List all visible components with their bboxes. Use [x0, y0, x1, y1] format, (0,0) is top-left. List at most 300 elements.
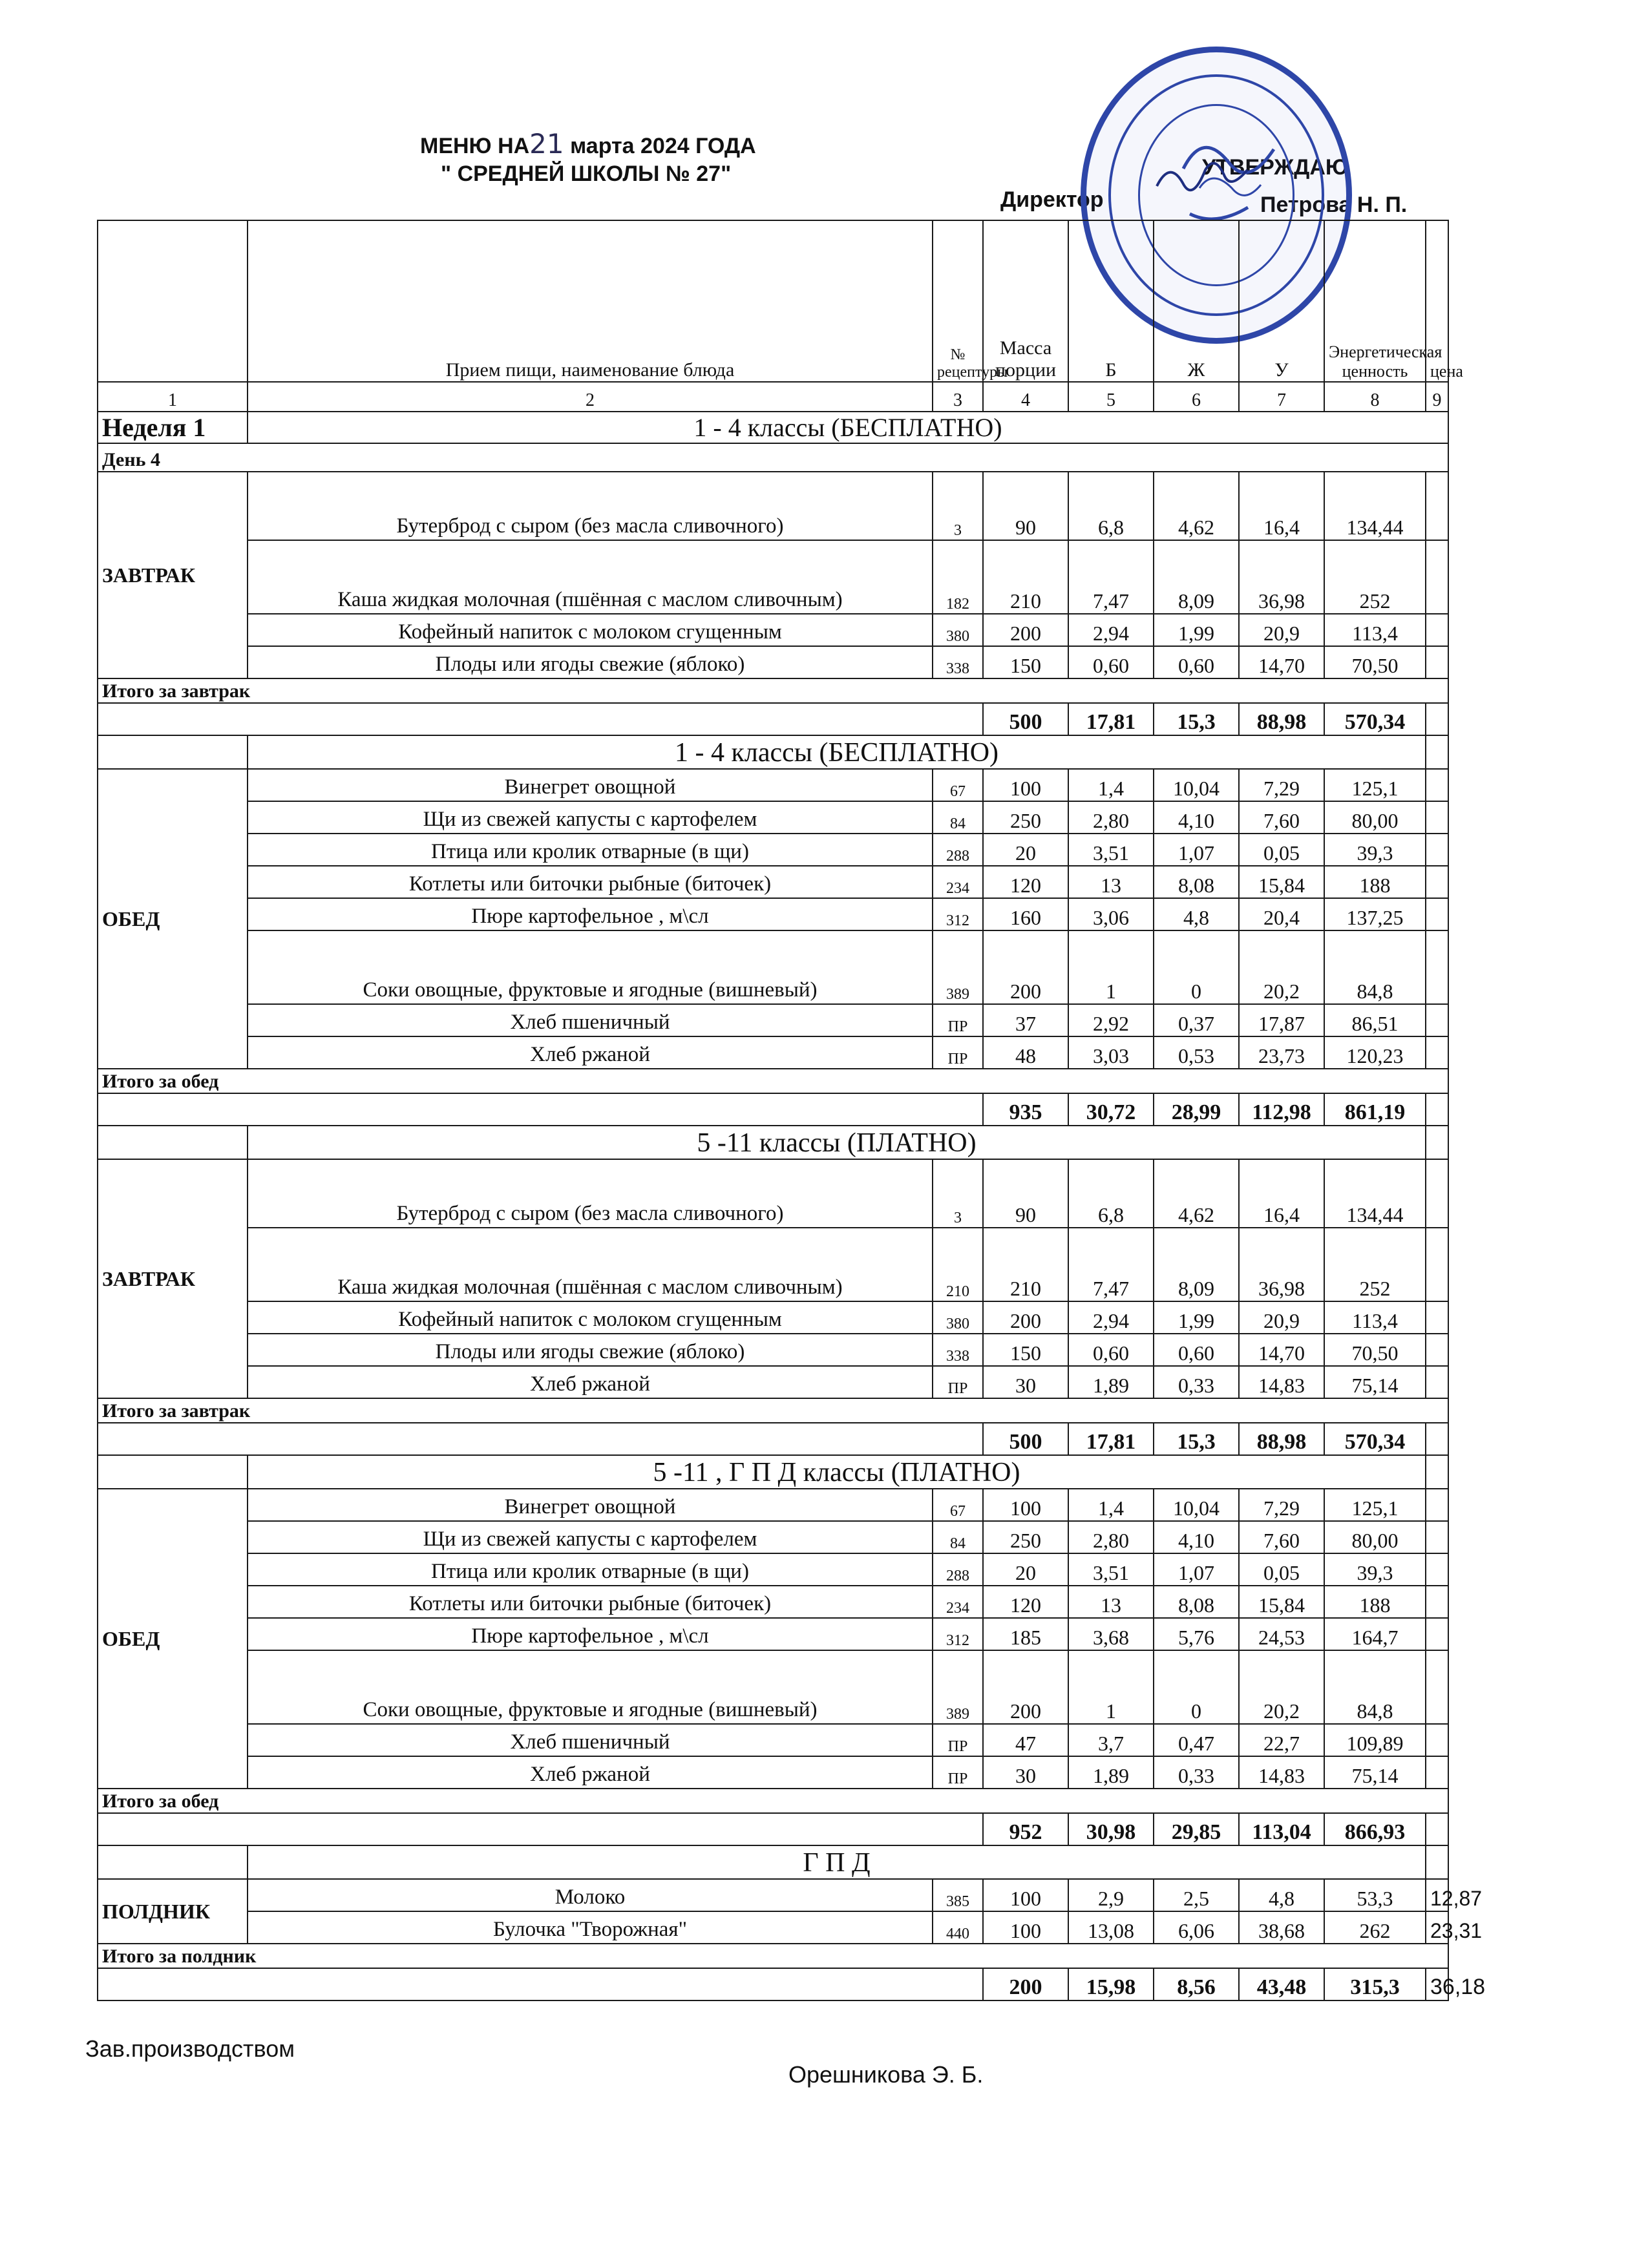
protein-value: 2,92: [1068, 1004, 1154, 1036]
price-cell: 12,87: [1426, 1879, 1448, 1911]
portion-mass: 37: [983, 1004, 1068, 1036]
carb-value: 20,9: [1239, 614, 1324, 646]
col-num: 3: [933, 382, 983, 412]
total-label: Итого за завтрак: [98, 1398, 1448, 1423]
dish-name: Щи из свежей капусты с картофелем: [248, 801, 933, 834]
section-title: 1 - 4 классы (БЕСПЛАТНО): [248, 412, 1448, 443]
protein-value: 7,47: [1068, 1228, 1154, 1301]
carb-value: 4,8: [1239, 1879, 1324, 1911]
fat-value: 8,09: [1154, 540, 1239, 614]
fat-value: 8,08: [1154, 1586, 1239, 1618]
energy-value: 113,4: [1324, 1301, 1426, 1334]
section-title: Г П Д: [248, 1845, 1426, 1879]
portion-mass: 90: [983, 472, 1068, 540]
protein-value: 2,94: [1068, 1301, 1154, 1334]
production-manager-label: Зав.производством: [85, 2035, 295, 2062]
fat-value: 4,10: [1154, 1521, 1239, 1553]
col-num: 4: [983, 382, 1068, 412]
director-label: Директор: [1000, 187, 1104, 212]
recipe-number: ПР: [933, 1756, 983, 1789]
protein-value: 2,94: [1068, 614, 1154, 646]
protein-value: 13: [1068, 1586, 1154, 1618]
dish-name: Пюре картофельное , м\сл: [248, 1618, 933, 1650]
protein-value: 0,60: [1068, 1334, 1154, 1366]
price-cell: [1426, 769, 1448, 801]
total-values-row: [98, 1093, 1448, 1126]
carb-value: 0,05: [1239, 1553, 1324, 1586]
carb-value: 7,60: [1239, 801, 1324, 834]
energy-value: 134,44: [1324, 472, 1426, 540]
column-number-row: [98, 382, 1448, 412]
carb-value: 20,9: [1239, 1301, 1324, 1334]
fat-value: 4,62: [1154, 472, 1239, 540]
total-carb: 88,98: [1239, 703, 1324, 735]
total-mass: 935: [983, 1093, 1068, 1126]
recipe-number: 338: [933, 1334, 983, 1366]
fat-value: 1,07: [1154, 834, 1239, 866]
table-header-row: [98, 220, 1448, 382]
recipe-number: ПР: [933, 1036, 983, 1069]
week-label: Неделя 1: [98, 412, 248, 443]
table-row: [98, 1879, 1448, 1911]
fat-value: 1,99: [1154, 1301, 1239, 1334]
energy-value: 84,8: [1324, 1650, 1426, 1724]
total-blank: [98, 1813, 983, 1845]
energy-value: 252: [1324, 540, 1426, 614]
portion-mass: 20: [983, 834, 1068, 866]
recipe-number: 84: [933, 1521, 983, 1553]
portion-mass: 100: [983, 1911, 1068, 1944]
carb-value: 0,05: [1239, 834, 1324, 866]
table-row: [98, 1618, 1448, 1650]
dish-name: Бутерброд с сыром (без масла сливочного): [248, 1159, 933, 1228]
recipe-number: 389: [933, 1650, 983, 1724]
price-cell: [1426, 646, 1448, 678]
carb-value: 7,60: [1239, 1521, 1324, 1553]
price-cell: [1426, 1126, 1448, 1159]
director-name: Петрова Н. П.: [1260, 193, 1408, 217]
recipe-number: 288: [933, 1553, 983, 1586]
price-cell: [1426, 1724, 1448, 1756]
protein-value: 3,51: [1068, 1553, 1154, 1586]
dish-name: Щи из свежей капусты с картофелем: [248, 1521, 933, 1553]
section-row: [98, 1845, 1448, 1879]
table-row: [98, 1334, 1448, 1366]
recipe-number: 210: [933, 1228, 983, 1301]
week-row: [98, 412, 1448, 443]
day-label: День 4: [98, 443, 1448, 472]
total-blank: [98, 1968, 983, 2000]
total-price: [1426, 703, 1448, 735]
energy-value: 53,3: [1324, 1879, 1426, 1911]
dish-name: Соки овощные, фруктовые и ягодные (вишневый): [248, 930, 933, 1004]
dish-name: Каша жидкая молочная (пшённая с маслом сливочным): [248, 1228, 933, 1301]
energy-value: 125,1: [1324, 769, 1426, 801]
carb-value: 14,83: [1239, 1756, 1324, 1789]
total-label-row: [98, 1398, 1448, 1423]
energy-value: 262: [1324, 1911, 1426, 1944]
total-fat: 8,56: [1154, 1968, 1239, 2000]
total-price: 36,18: [1426, 1968, 1448, 2000]
dish-name: Хлеб ржаной: [248, 1756, 933, 1789]
recipe-number: 234: [933, 866, 983, 898]
table-row: [98, 1489, 1448, 1521]
section-title: 1 - 4 классы (БЕСПЛАТНО): [248, 735, 1426, 769]
price-cell: [1426, 801, 1448, 834]
recipe-number: 338: [933, 646, 983, 678]
price-cell: [1426, 614, 1448, 646]
dish-name: Бутерброд с сыром (без масла сливочного): [248, 472, 933, 540]
portion-mass: 120: [983, 1586, 1068, 1618]
recipe-number: ПР: [933, 1724, 983, 1756]
protein-value: 3,06: [1068, 898, 1154, 930]
section-row: [98, 735, 1448, 769]
total-fat: 29,85: [1154, 1813, 1239, 1845]
protein-value: 1,4: [1068, 1489, 1154, 1521]
fat-value: 0,60: [1154, 646, 1239, 678]
carb-value: 16,4: [1239, 472, 1324, 540]
recipe-number: 380: [933, 1301, 983, 1334]
meal-label: ОБЕД: [98, 769, 248, 1069]
fat-value: 6,06: [1154, 1911, 1239, 1944]
price-cell: [1426, 1618, 1448, 1650]
protein-value: 2,80: [1068, 801, 1154, 834]
portion-mass: 250: [983, 1521, 1068, 1553]
col-num: 6: [1154, 382, 1239, 412]
carb-value: 15,84: [1239, 1586, 1324, 1618]
dish-name: Котлеты или биточки рыбные (биточек): [248, 866, 933, 898]
energy-value: 109,89: [1324, 1724, 1426, 1756]
fat-value: 2,5: [1154, 1879, 1239, 1911]
total-label: Итого за завтрак: [98, 678, 1448, 703]
meal-label: ЗАВТРАК: [98, 1159, 248, 1398]
protein-value: 3,7: [1068, 1724, 1154, 1756]
fat-value: 0,33: [1154, 1366, 1239, 1398]
recipe-number: 84: [933, 801, 983, 834]
total-mass: 500: [983, 703, 1068, 735]
col-dish-header: Прием пищи, наименование блюда: [248, 220, 933, 382]
portion-mass: 200: [983, 1301, 1068, 1334]
price-cell: [1426, 1553, 1448, 1586]
recipe-number: 3: [933, 1159, 983, 1228]
school-name: " СРЕДНЕЙ ШКОЛЫ № 27": [441, 162, 732, 186]
menu-table: [97, 220, 1486, 2001]
fat-value: 5,76: [1154, 1618, 1239, 1650]
total-energy: 861,19: [1324, 1093, 1426, 1126]
total-carb: 112,98: [1239, 1093, 1324, 1126]
table-row: [98, 1521, 1448, 1553]
portion-mass: 150: [983, 1334, 1068, 1366]
dish-name: Хлеб ржаной: [248, 1036, 933, 1069]
protein-value: 13,08: [1068, 1911, 1154, 1944]
portion-mass: 100: [983, 1879, 1068, 1911]
price-cell: [1426, 540, 1448, 614]
table-row: [98, 1228, 1448, 1301]
portion-mass: 20: [983, 1553, 1068, 1586]
table-row: [98, 646, 1448, 678]
dish-name: Винегрет овощной: [248, 1489, 933, 1521]
total-fat: 15,3: [1154, 703, 1239, 735]
protein-value: 1,89: [1068, 1366, 1154, 1398]
total-price: [1426, 1093, 1448, 1126]
energy-value: 86,51: [1324, 1004, 1426, 1036]
section-blank: [98, 1845, 248, 1879]
carb-value: 24,53: [1239, 1618, 1324, 1650]
section-blank: [98, 735, 248, 769]
total-values-row: [98, 1968, 1448, 2000]
fat-value: 0,53: [1154, 1036, 1239, 1069]
energy-value: 39,3: [1324, 834, 1426, 866]
portion-mass: 48: [983, 1036, 1068, 1069]
total-protein: 17,81: [1068, 1423, 1154, 1455]
protein-value: 1,89: [1068, 1756, 1154, 1789]
carb-value: 14,70: [1239, 646, 1324, 678]
portion-mass: 30: [983, 1366, 1068, 1398]
protein-value: 0,60: [1068, 646, 1154, 678]
fat-value: 4,10: [1154, 801, 1239, 834]
table-row: [98, 1756, 1448, 1789]
energy-value: 137,25: [1324, 898, 1426, 930]
protein-value: 1,4: [1068, 769, 1154, 801]
carb-value: 7,29: [1239, 1489, 1324, 1521]
price-cell: 23,31: [1426, 1911, 1448, 1944]
dish-name: Плоды или ягоды свежие (яблоко): [248, 1334, 933, 1366]
energy-value: 120,23: [1324, 1036, 1426, 1069]
fat-value: 0: [1154, 1650, 1239, 1724]
table-row: [98, 1366, 1448, 1398]
carb-value: 23,73: [1239, 1036, 1324, 1069]
portion-mass: 47: [983, 1724, 1068, 1756]
col-num: 9: [1426, 382, 1448, 412]
energy-value: 164,7: [1324, 1618, 1426, 1650]
dish-name: Соки овощные, фруктовые и ягодные (вишневый): [248, 1650, 933, 1724]
protein-value: 3,68: [1068, 1618, 1154, 1650]
dish-name: Кофейный напиток с молоком сгущенным: [248, 614, 933, 646]
energy-value: 134,44: [1324, 1159, 1426, 1228]
recipe-number: 312: [933, 898, 983, 930]
fat-value: 1,99: [1154, 614, 1239, 646]
dish-name: Молоко: [248, 1879, 933, 1911]
portion-mass: 90: [983, 1159, 1068, 1228]
total-blank: [98, 1423, 983, 1455]
recipe-number: 389: [933, 930, 983, 1004]
col-num: 5: [1068, 382, 1154, 412]
price-cell: [1426, 1004, 1448, 1036]
total-blank: [98, 1093, 983, 1126]
section-title: 5 -11 , Г П Д классы (ПЛАТНО): [248, 1455, 1426, 1489]
table-row: [98, 930, 1448, 1004]
menu-title: [420, 128, 756, 160]
table-row: [98, 1553, 1448, 1586]
carb-value: 17,87: [1239, 1004, 1324, 1036]
fat-value: 0,37: [1154, 1004, 1239, 1036]
col-zh-header: Ж: [1154, 220, 1239, 382]
col-recipe-header: № рецептуры: [933, 220, 983, 382]
fat-value: 8,08: [1154, 866, 1239, 898]
col-price-header: цена: [1426, 220, 1448, 382]
price-cell: [1426, 1228, 1448, 1301]
recipe-number: 67: [933, 769, 983, 801]
price-cell: [1426, 898, 1448, 930]
price-cell: [1426, 866, 1448, 898]
price-cell: [1426, 834, 1448, 866]
meal-label: ОБЕД: [98, 1489, 248, 1789]
table-row: [98, 1586, 1448, 1618]
price-cell: [1426, 1586, 1448, 1618]
price-cell: [1426, 1036, 1448, 1069]
fat-value: 4,8: [1154, 898, 1239, 930]
price-cell: [1426, 1334, 1448, 1366]
total-values-row: [98, 1423, 1448, 1455]
col-num: 8: [1324, 382, 1426, 412]
total-energy: 315,3: [1324, 1968, 1426, 2000]
carb-value: 36,98: [1239, 1228, 1324, 1301]
fat-value: 10,04: [1154, 769, 1239, 801]
price-cell: [1426, 735, 1448, 769]
energy-value: 75,14: [1324, 1756, 1426, 1789]
section-row: [98, 1455, 1448, 1489]
energy-value: 113,4: [1324, 614, 1426, 646]
col-u-header: У: [1239, 220, 1324, 382]
total-label: Итого за обед: [98, 1789, 1448, 1813]
total-carb: 43,48: [1239, 1968, 1324, 2000]
fat-value: 4,62: [1154, 1159, 1239, 1228]
protein-value: 2,9: [1068, 1879, 1154, 1911]
recipe-number: ПР: [933, 1004, 983, 1036]
table-row: [98, 1911, 1448, 1944]
total-values-row: [98, 703, 1448, 735]
carb-value: 7,29: [1239, 769, 1324, 801]
dish-name: Винегрет овощной: [248, 769, 933, 801]
protein-value: 1: [1068, 930, 1154, 1004]
protein-value: 1: [1068, 1650, 1154, 1724]
carb-value: 36,98: [1239, 540, 1324, 614]
portion-mass: 160: [983, 898, 1068, 930]
section-blank: [98, 1126, 248, 1159]
dish-name: Каша жидкая молочная (пшённая с маслом сливочным): [248, 540, 933, 614]
carb-value: 20,4: [1239, 898, 1324, 930]
meal-label: ЗАВТРАК: [98, 472, 248, 678]
dish-name: Хлеб пшеничный: [248, 1724, 933, 1756]
section-blank: [98, 1455, 248, 1489]
approve-label: УТВЕРЖДАЮ: [1202, 155, 1348, 180]
price-cell: [1426, 1455, 1448, 1489]
total-mass: 500: [983, 1423, 1068, 1455]
portion-mass: 200: [983, 1650, 1068, 1724]
title-suffix: марта 2024 ГОДА: [570, 134, 756, 158]
table-row: [98, 898, 1448, 930]
portion-mass: 200: [983, 614, 1068, 646]
table-row: [98, 540, 1448, 614]
price-cell: [1426, 1521, 1448, 1553]
price-cell: [1426, 1301, 1448, 1334]
portion-mass: 210: [983, 1228, 1068, 1301]
recipe-number: 312: [933, 1618, 983, 1650]
table-row: [98, 801, 1448, 834]
price-cell: [1426, 1650, 1448, 1724]
energy-value: 75,14: [1324, 1366, 1426, 1398]
section-row: [98, 1126, 1448, 1159]
price-cell: [1426, 1366, 1448, 1398]
table-row: [98, 1301, 1448, 1334]
total-energy: 570,34: [1324, 703, 1426, 735]
table-row: [98, 1036, 1448, 1069]
recipe-number: 3: [933, 472, 983, 540]
total-protein: 30,72: [1068, 1093, 1154, 1126]
total-label-row: [98, 678, 1448, 703]
energy-value: 188: [1324, 866, 1426, 898]
total-fat: 28,99: [1154, 1093, 1239, 1126]
total-energy: 570,34: [1324, 1423, 1426, 1455]
price-cell: [1426, 1489, 1448, 1521]
portion-mass: 200: [983, 930, 1068, 1004]
portion-mass: 120: [983, 866, 1068, 898]
col-b-header: Б: [1068, 220, 1154, 382]
recipe-number: ПР: [933, 1366, 983, 1398]
total-price: [1426, 1423, 1448, 1455]
total-protein: 15,98: [1068, 1968, 1154, 2000]
energy-value: 39,3: [1324, 1553, 1426, 1586]
carb-value: 20,2: [1239, 1650, 1324, 1724]
table-row: [98, 1159, 1448, 1228]
title-day-handwritten: 21: [529, 128, 564, 160]
dish-name: Кофейный напиток с молоком сгущенным: [248, 1301, 933, 1334]
protein-value: 6,8: [1068, 1159, 1154, 1228]
dish-name: Птица или кролик отварные (в щи): [248, 1553, 933, 1586]
portion-mass: 210: [983, 540, 1068, 614]
price-cell: [1426, 1756, 1448, 1789]
carb-value: 38,68: [1239, 1911, 1324, 1944]
recipe-number: 385: [933, 1879, 983, 1911]
day-row: [98, 443, 1448, 472]
table-row: [98, 866, 1448, 898]
portion-mass: 30: [983, 1756, 1068, 1789]
dish-name: Хлеб ржаной: [248, 1366, 933, 1398]
energy-value: 125,1: [1324, 1489, 1426, 1521]
portion-mass: 100: [983, 1489, 1068, 1521]
table-row: [98, 1650, 1448, 1724]
col-num: 7: [1239, 382, 1324, 412]
dish-name: Булочка "Творожная": [248, 1911, 933, 1944]
portion-mass: 100: [983, 769, 1068, 801]
total-blank: [98, 703, 983, 735]
total-carb: 88,98: [1239, 1423, 1324, 1455]
table-row: [98, 1724, 1448, 1756]
price-cell: [1426, 930, 1448, 1004]
carb-value: 22,7: [1239, 1724, 1324, 1756]
recipe-number: 288: [933, 834, 983, 866]
portion-mass: 250: [983, 801, 1068, 834]
portion-mass: 150: [983, 646, 1068, 678]
total-price: [1426, 1813, 1448, 1845]
price-cell: [1426, 1159, 1448, 1228]
carb-value: 15,84: [1239, 866, 1324, 898]
carb-value: 14,83: [1239, 1366, 1324, 1398]
fat-value: 1,07: [1154, 1553, 1239, 1586]
total-mass: 200: [983, 1968, 1068, 2000]
col-num: 2: [248, 382, 933, 412]
energy-value: 80,00: [1324, 801, 1426, 834]
section-title: 5 -11 классы (ПЛАТНО): [248, 1126, 1426, 1159]
meal-label: ПОЛДНИК: [98, 1879, 248, 1944]
total-label-row: [98, 1069, 1448, 1093]
recipe-number: 67: [933, 1489, 983, 1521]
protein-value: 7,47: [1068, 540, 1154, 614]
price-cell: [1426, 472, 1448, 540]
director-signature: [1150, 154, 1254, 205]
total-mass: 952: [983, 1813, 1068, 1845]
energy-value: 70,50: [1324, 646, 1426, 678]
